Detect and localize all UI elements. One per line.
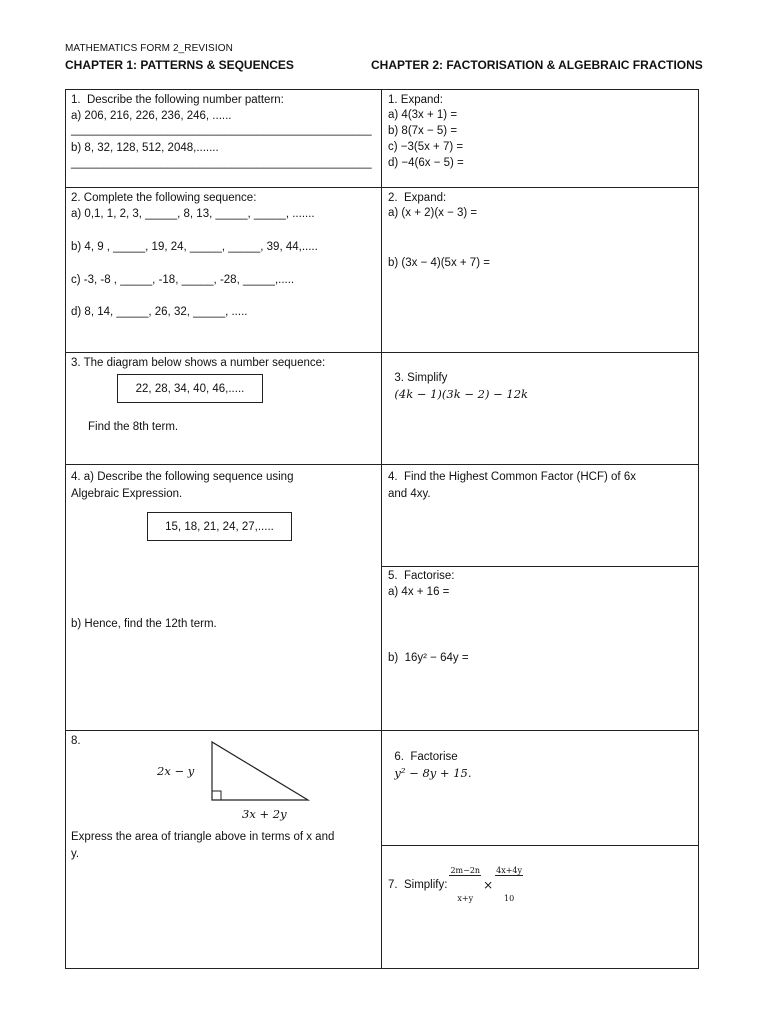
fraction-2 — [495, 848, 523, 921]
left-q3-task: Find the 8th term. — [88, 421, 179, 433]
sequence-box-q3 — [117, 374, 263, 403]
left-q8-task-line-2: y. — [71, 848, 80, 860]
left-q2-part-d: d) 8, 14, _____, 26, 32, _____, ..... — [71, 306, 248, 318]
left-q4-title-line-1: 4. a) Describe the following sequence using — [71, 471, 294, 483]
left-q8-task-line-1: Express the area of triangle above in terms of x and — [71, 831, 335, 843]
right-q2-part-a: a) (x + 2)(x − 3) = — [388, 207, 478, 219]
right-triangle-diagram — [200, 738, 312, 804]
document-subtitle: MATHEMATICS FORM 2_REVISION — [65, 43, 233, 54]
left-q1-title: 1. Describe the following number pattern: — [71, 94, 284, 106]
right-q1-part-b: b) 8(7x − 5) = — [388, 125, 458, 137]
row-divider-4 — [65, 730, 699, 731]
row-divider-right-1 — [381, 566, 699, 567]
right-q6-question — [388, 733, 472, 782]
row-divider-1 — [65, 187, 699, 188]
table-border-right — [698, 89, 699, 969]
fraction-2-denominator: 10 — [503, 894, 515, 903]
right-q7-label: 7. Simplify: — [388, 878, 448, 891]
right-angle-marker — [212, 791, 221, 800]
sequence-box-q4-text: 15, 18, 21, 24, 27,..... — [165, 520, 274, 533]
row-divider-3 — [65, 464, 699, 465]
left-q2-title: 2. Complete the following sequence: — [71, 192, 257, 204]
right-q2-part-b: b) (3x − 4)(5x + 7) = — [388, 257, 490, 269]
row-divider-right-2 — [381, 845, 699, 846]
sequence-box-q4 — [147, 512, 292, 541]
left-q4-title-line-2: Algebraic Expression. — [71, 488, 183, 500]
fraction-1 — [449, 848, 481, 921]
row-divider-2 — [65, 352, 699, 353]
right-q3-expression: (4k − 1)(3k − 2) − 12k — [394, 387, 528, 401]
right-q5-part-a: a) 4x + 16 = — [388, 586, 450, 598]
right-q7-question — [388, 848, 523, 921]
right-q1-part-a: a) 4(3x + 1) = — [388, 109, 458, 121]
table-column-divider — [381, 89, 382, 969]
chapter-2-heading: CHAPTER 2: FACTORISATION & ALGEBRAIC FRACTIONS — [371, 58, 703, 72]
left-q3-title: 3. The diagram below shows a number sequence: — [71, 357, 326, 369]
right-q1-part-c: c) −3(5x + 7) = — [388, 141, 464, 153]
triangle-base-label: 3x + 2y — [242, 807, 287, 821]
right-q2-title: 2. Expand: — [388, 192, 447, 204]
right-q6-label: 6. Factorise — [394, 751, 458, 763]
table-border-left — [65, 89, 66, 969]
left-q1-answer-line-1: _______________________________________________ — [71, 124, 372, 136]
fraction-1-denominator: x+y — [457, 894, 474, 903]
right-q4-line-1: 4. Find the Highest Common Factor (HCF) of 6x — [388, 471, 636, 483]
triangle-shape — [212, 742, 308, 800]
right-q3-label: 3. Simplify — [394, 372, 448, 384]
fraction-1-numerator: 2m−2n — [450, 866, 481, 875]
left-q2-part-b: b) 4, 9 , _____, 19, 24, _____, _____, 39, 44,..... — [71, 241, 318, 253]
left-q2-part-a: a) 0,1, 1, 2, 3, _____, 8, 13, _____, _____, ....... — [71, 208, 315, 220]
sequence-box-q3-text: 22, 28, 34, 40, 46,..... — [135, 382, 245, 395]
fraction-2-numerator: 4x+4y — [496, 866, 523, 875]
times-sign: × — [483, 877, 494, 892]
left-q8-title: 8. — [71, 735, 81, 747]
left-q2-part-c: c) -3, -8 , _____, -18, _____, -28, _____,..... — [71, 274, 295, 286]
left-q4-part-b: b) Hence, find the 12th term. — [71, 618, 217, 630]
left-q1-part-b: b) 8, 32, 128, 512, 2048,....... — [71, 142, 219, 154]
triangle-side-label: 2x − y — [157, 764, 195, 778]
right-q5-part-b: b) 16y² − 64y = — [388, 652, 469, 664]
right-q1-title: 1. Expand: — [388, 94, 443, 106]
chapter-1-heading: CHAPTER 1: PATTERNS & SEQUENCES — [65, 58, 294, 72]
left-q1-answer-line-2: _______________________________________________ — [71, 157, 372, 169]
left-q1-part-a: a) 206, 216, 226, 236, 246, ...... — [71, 110, 232, 122]
right-q1-part-d: d) −4(6x − 5) = — [388, 157, 464, 169]
right-q5-title: 5. Factorise: — [388, 570, 455, 582]
right-q6-expression: y² − 8y + 15. — [394, 766, 472, 780]
right-q4-line-2: and 4xy. — [388, 488, 431, 500]
right-q3-question — [388, 354, 528, 403]
